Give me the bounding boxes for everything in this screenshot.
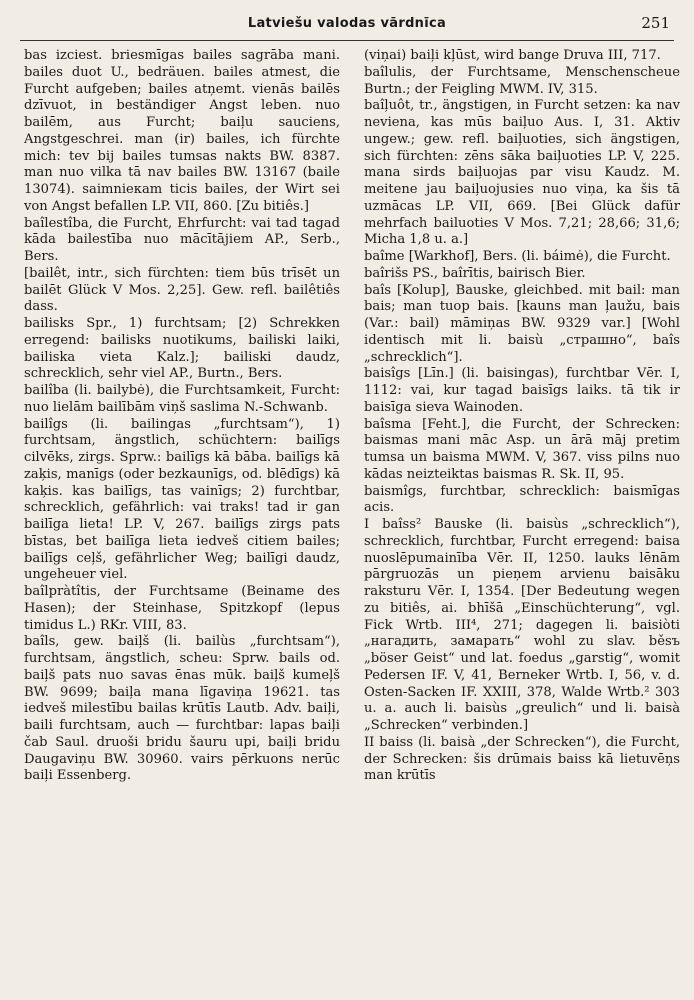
dictionary-entry: baismîgs, furchtbar, schrecklich: baismīgas acis. — [364, 483, 680, 516]
running-title: Latviešu valodas vārdnīca — [247, 16, 447, 31]
dictionary-entry: baîsma [Feht.], die Furcht, der Schrecken: baismas mani māc Asp. un ārā māj pretim tumsa un baisma MWM. V, 367. viss pilns nuo kādas neizteiktas baismas R. Sk. II, 95. — [364, 416, 680, 482]
dictionary-entry: baîrišs PS., baîrītis, bairisch Bier. — [364, 265, 586, 281]
dictionary-entry: I baîss² Bauske (li. baisùs „schrecklich“), schrecklich, furchtbar, Furcht erregend: baisa nuoslēpumainība Vēr. II, 1250. lauks lēnām pārgruozās un pieņem arvienu baisāku raksturu Vēr. I, 1354. [Der Bedeutung wegen zu bitiês, ai. bhīšā „Einschüchterung“, vgl. Fick Wrtb. III⁴, 271; dagegen li. baisiòti „нагадить, замарать“ wohl zu slav. běsъ „böser Geist“ und lat. foedus „garstig“, womit Pedersen IF. V, 41, Berneker Wrtb. I, 56, v. d. Osten-Sacken IF. XXIII, 378, Walde Wrtb.² 303 u. a. auch li. baisùs „greulich“ und li. baisà „Schrecken“ verbinden.] — [364, 517, 680, 733]
dictionary-entry: baîlpràtîtis, der Furchtsame (Beiname des Hasen); der Steinhase, Spitzkopf (lepus timidus L.) RKr. VIII, 83. — [24, 584, 340, 633]
dictionary-entry: bailîba (li. bailybė), die Furchtsamkeit, Furcht: nuo lielām bailībām viņš saslima N.-Schwanb. — [24, 383, 340, 415]
dictionary-entry: II baiss (li. baisà „der Schrecken“), die Furcht, der Schrecken: šis drūmais baiss kā lietuvēņs man krūtīs — [364, 734, 680, 784]
page-header — [20, 14, 674, 41]
dictionary-entry: baîls, gew. baiļš (li. bailùs „furchtsam“), furchtsam, ängstlich, scheu: Sprw. bails od. baiļš pats nuo savas ēnas mūk. baiļš kumeļš BW. 9699; baiļa mana līgaviņa 19621. tas iedveš milestību bailas krūtīs Lautb. Adv. baiļi, baili furchtsam, auch — furchtbar: lapas baiļi čab Saul. druoši bridu šauru upi, baiļi bridu Daugaviņu BW. 30960. vairs pērkuons nerūc baiļi Essenberg. — [24, 634, 340, 784]
dictionary-entry: baisîgs [Līn.] (li. baisingas), furchtbar Vēr. I, 1112: vai, kur tagad baisīgs laiks. tā tik ir baisīga sieva Wainoden. — [364, 366, 680, 415]
dictionary-entry: baîlulis, der Furchtsame, Menschenscheue Burtn.; der Feigling MWM. IV, 315. — [364, 64, 680, 97]
left-column — [24, 48, 340, 992]
page-number: 251 — [641, 14, 670, 32]
dictionary-columns — [24, 48, 680, 992]
dictionary-entry: baîme [Warkhof], Bers. (li. báimė), die Furcht. — [364, 249, 671, 264]
right-column — [364, 48, 680, 992]
dictionary-entry: bas izciest. briesmīgas bailes sagrāba mani. bailes duot U., bedräuen. bailes atmest, die Furcht aufgeben; bailes atņemt. vienās bailēs dzīvuot, in beständiger Angst leben. nuo bailēm, aus Furcht; baiļu sauciens, Angstgeschrei. man (ir) bailes, ich fürchte mich: tev bij bailes tumsas nakts BW. 8387. man nuo vilka tā nav bailes BW. 13167 (baile 13074). saimnieкam ticis bailes, der Wirt sei von Angst befallen LP. VII, 860. [Zu bitiês.] — [24, 48, 340, 214]
dictionary-entry: bailîgs (li. bailingas „furchtsam“), 1) furchtsam, ängstlich, schüchtern: bailīgs cilvēks, zirgs. Sprw.: bailīgs kā bāba. bailīgs kā zaķis, manīgs (oder bezkaunīgs, od. blēdīgs) kā kaķis. kas bailīgs, tas vainīgs; 2) furchtbar, schrecklich, gefährlich: vai traks! tad ir gan bailīga lieta! LP. V, 267. bailīgs zirgs pats bīstas, bet bailīga lieta iedveš citiem bailes; bailīgs ceļš, gefährlicher Weg; bailīgi daudz, ungeheuer viel. — [24, 416, 340, 583]
dictionary-entry: baîļuôt, tr., ängstigen, in Furcht setzen: ka nav neviena, kas mūs baiļuo Aus. I, 31. Aktiv ungew.; gew. refl. baiļuoties, sich ängstigen, sich fürchten: zēns sāka baiļuoties LP. V, 225. mana sirds baiļuojas par visu Kaudz. M. meitene jau baiļuojusies nuo viņa, ka šis tā uzmācas LP. VII, 669. [Bei Glück dafür mehrfach bailuoties V Mos. 7,21; 28,66; 31,6; Micha 1,8 u. a.] — [364, 98, 680, 248]
dictionary-entry: baîs [Kolup], Bauske, gleichbed. mit bail: man bais; man tuop bais. [kauns man ļaužu, bais (Var.: bail) māmiņas BW. 9329 var.] [Wohl identisch mit li. baisù „страшно“, baîs „schrecklich“]. — [364, 282, 680, 365]
dictionary-entry: [bailêt, intr., sich fürchten: tiem būs trīsēt un bailēt Glück V Mos. 2,25]. Gew. refl. bailêtiês dass. — [24, 265, 340, 315]
dictionary-entry: (viņai) baiļi kļūst, wird bange Druva III, 717. — [364, 48, 661, 63]
dictionary-entry: bailisks Spr., 1) furchtsam; [2) Schrekken erregend: bailisks nuotikums, bailiski laiki, bailiska vieta Kalz.]; bailiski daudz, schrecklich, sehr viel AP., Burtn., Bers. — [24, 316, 340, 382]
dictionary-entry: baîlestîba, die Furcht, Ehrfurcht: vai tad tagad kāda bailestība nuo mācītājiem AP., Serb., Bers. — [24, 215, 340, 264]
